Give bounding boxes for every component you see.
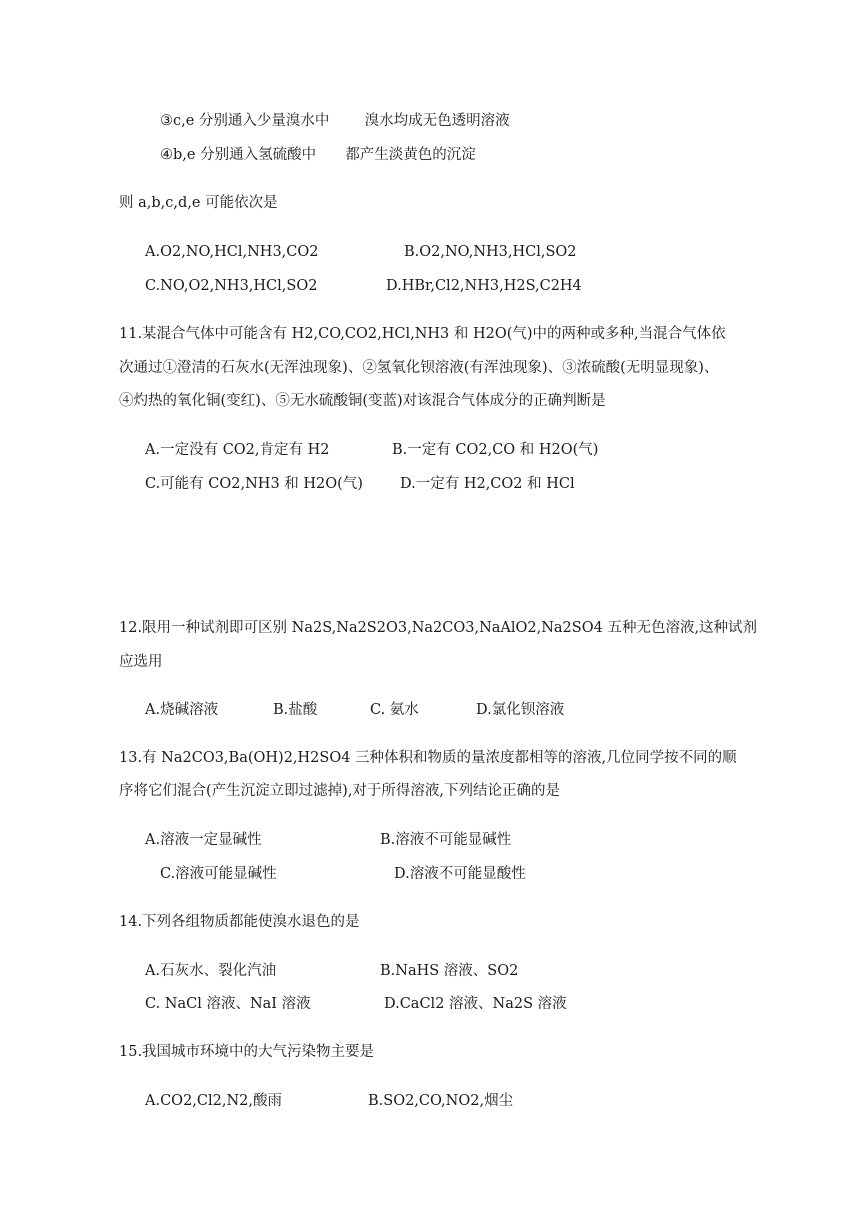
q14-option-b: B.NaHS 溶液、SO2 (380, 963, 519, 979)
q11-option-d: D.一定有 H2,CO2 和 HCl (400, 476, 575, 492)
q14-option-d: D.CaCl2 溶液、Na2S 溶液 (384, 996, 567, 1012)
q11-stem-line-2: 次通过①澄清的石灰水(无浑浊现象)、②氢氧化钡溶液(有浑浊现象)、③浓硫酸(无明显现象)、 (119, 360, 719, 376)
q14-option-a: A.石灰水、裂化汽油 (145, 963, 277, 979)
q12-stem-line-2: 应选用 (119, 654, 163, 670)
q10-condition-3-right: 溴水均成无色透明溶液 (364, 113, 510, 129)
q13-option-c: C.溶液可能显碱性 (160, 866, 277, 882)
q14-stem: 14.下列各组物质都能使溴水退色的是 (119, 914, 360, 930)
q12-option-c: C. 氨水 (370, 702, 419, 718)
q10-condition-3-left: ③c,e 分别通入少量溴水中 (160, 113, 330, 129)
q10-condition-4-left: ④b,e 分别通入氢硫酸中 (160, 147, 317, 163)
q10-condition-4 (160, 145, 476, 165)
q11-stem-line-3: ④灼热的氧化铜(变红)、⑤无水硫酸铜(变蓝)对该混合气体成分的正确判断是 (119, 393, 606, 409)
q13-option-a: A.溶液一定显碱性 (145, 832, 262, 848)
q15-option-a: A.CO2,Cl2,N2,酸雨 (145, 1093, 282, 1109)
q12-option-a: A.烧碱溶液 (145, 702, 219, 718)
q12-option-d: D.氯化钡溶液 (476, 702, 565, 718)
q10-prompt: 则 a,b,c,d,e 可能依次是 (119, 195, 278, 211)
q10-condition-3 (160, 111, 510, 131)
q15-option-b: B.SO2,CO,NO2,烟尘 (368, 1093, 514, 1109)
q13-option-d: D.溶液不可能显酸性 (394, 866, 526, 882)
q12-option-b: B.盐酸 (273, 702, 318, 718)
q11-stem-line-1: 11.某混合气体中可能含有 H2,CO,CO2,HCl,NH3 和 H2O(气)中的两种或多种,当混合气体依 (119, 326, 726, 342)
q10-option-a: A.O2,NO,HCl,NH3,CO2 (145, 244, 319, 260)
q13-stem-line-2: 序将它们混合(产生沉淀立即过滤掉),对于所得溶液,下列结论正确的是 (119, 783, 561, 799)
q10-option-c: C.NO,O2,NH3,HCl,SO2 (145, 278, 318, 294)
q11-option-c: C.可能有 CO2,NH3 和 H2O(气) (145, 476, 363, 492)
q14-option-c: C. NaCl 溶液、NaI 溶液 (145, 996, 311, 1012)
q10-option-b: B.O2,NO,NH3,HCl,SO2 (404, 244, 577, 260)
q11-option-a: A.一定没有 CO2,肯定有 H2 (145, 442, 330, 458)
q12-stem-line-1: 12.限用一种试剂即可区别 Na2S,Na2S2O3,Na2CO3,NaAlO2,Na2SO4 五种无色溶液,这种试剂 (119, 620, 758, 636)
q10-condition-4-right: 都产生淡黄色的沉淀 (345, 147, 476, 163)
q11-option-b: B.一定有 CO2,CO 和 H2O(气) (392, 442, 599, 458)
q10-option-d: D.HBr,Cl2,NH3,H2S,C2H4 (386, 278, 582, 294)
q13-stem-line-1: 13.有 Na2CO3,Ba(OH)2,H2SO4 三种体积和物质的量浓度都相等的溶液,几位同学按不同的顺 (119, 750, 737, 766)
q15-stem: 15.我国城市环境中的大气污染物主要是 (119, 1044, 375, 1060)
q13-option-b: B.溶液不可能显碱性 (380, 832, 512, 848)
